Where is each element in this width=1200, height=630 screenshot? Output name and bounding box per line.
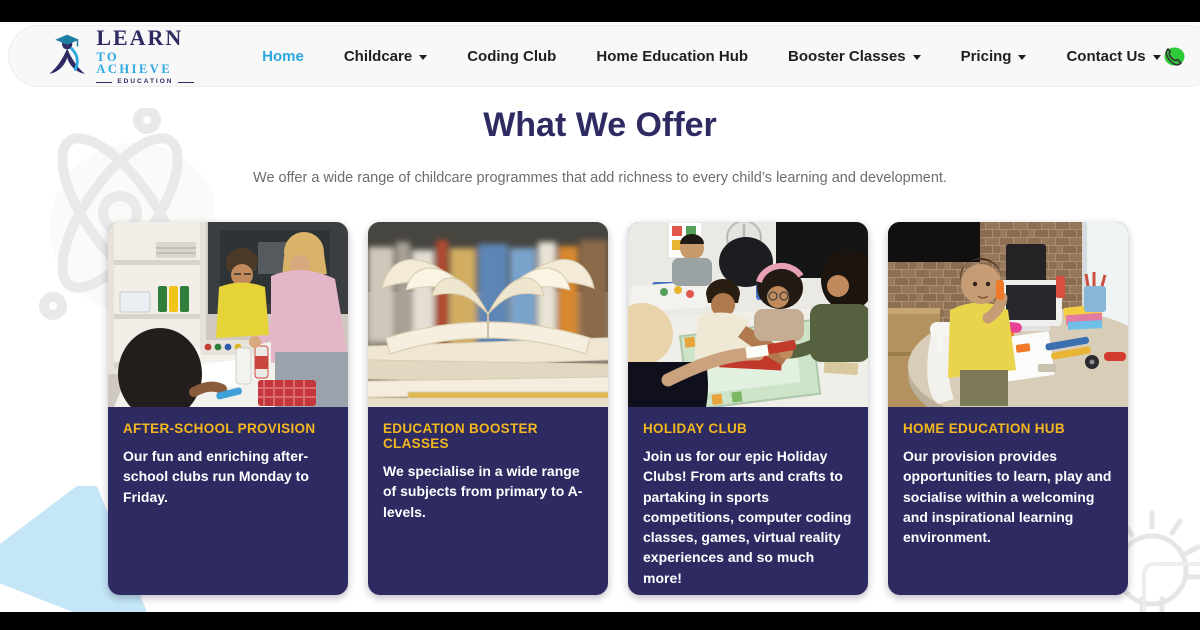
chevron-down-icon — [913, 55, 921, 60]
nav-item-coding-club[interactable] — [467, 48, 556, 65]
chevron-down-icon — [419, 55, 427, 60]
nav-contact-icons — [1161, 43, 1200, 69]
card-body — [108, 407, 348, 507]
logo-graduate-icon — [45, 30, 89, 82]
logo-text — [96, 24, 196, 86]
dash-right — [178, 82, 194, 83]
nav-label-childcare: Childcare — [343, 47, 413, 65]
card-text: We specialise in a wide range of subjects from primary to A-levels. — [383, 463, 583, 520]
logo-education-row — [96, 79, 196, 86]
card-body — [368, 407, 608, 522]
bottom-black-bar — [0, 612, 1200, 630]
nav-label-home-education-hub: Home Education Hub — [596, 47, 749, 65]
brand-logo[interactable] — [45, 24, 196, 86]
top-black-bar — [0, 0, 1200, 22]
card-text: Our provision provides opportunities to learn, play and socialise within a welcoming and inspirational learning environment. — [903, 448, 1112, 546]
card-title: HOLIDAY CLUB — [643, 421, 748, 436]
card-title: HOME EDUCATION HUB — [903, 421, 1065, 436]
card-body — [628, 407, 868, 588]
page-subtitle: We offer a wide range of childcare programmes that add richness to every child’s learning and development. — [253, 170, 947, 186]
dash-left — [96, 82, 112, 83]
logo-line-education: EDUCATION — [117, 77, 174, 85]
card-text: Join us for our epic Holiday Clubs! From arts and crafts to partaking in sports competitions, computer coding classes, games, virtual reality experiences and so much more! — [643, 448, 852, 586]
card-title: AFTER-SCHOOL PROVISION — [123, 421, 316, 436]
nav-item-pricing[interactable] — [961, 48, 1027, 65]
nav-item-childcare[interactable] — [344, 48, 427, 65]
logo-line-learn: LEARN — [96, 24, 184, 50]
card-education-booster-classes — [368, 222, 608, 595]
nav-label-booster-classes: Booster Classes — [788, 47, 906, 65]
logo-line-to-achieve: TO ACHIEVE — [96, 49, 173, 77]
phone-icon[interactable] — [1161, 43, 1187, 69]
open-books-photo — [368, 222, 608, 407]
card-after-school-provision — [108, 222, 348, 595]
card-body — [888, 407, 1128, 547]
nav-label-coding-club: Coding Club — [467, 47, 557, 65]
boy-at-desk-photo — [888, 222, 1128, 407]
main-navigation — [262, 48, 1160, 65]
nav-item-home[interactable] — [262, 48, 304, 65]
page-title: What We Offer — [483, 106, 717, 144]
nav-item-home-education-hub[interactable] — [596, 48, 748, 65]
chevron-down-icon — [1153, 55, 1161, 60]
offer-cards — [108, 222, 1128, 595]
nav-label-contact-us: Contact Us — [1066, 47, 1146, 65]
nav-item-contact-us[interactable] — [1066, 48, 1160, 65]
card-home-education-hub — [888, 222, 1128, 595]
nav-label-home: Home — [262, 47, 304, 65]
card-holiday-club — [628, 222, 868, 595]
card-title: EDUCATION BOOSTER CLASSES — [383, 421, 538, 451]
nav-label-pricing: Pricing — [960, 47, 1012, 65]
card-text: Our fun and enriching after-school clubs run Monday to Friday. — [123, 448, 309, 505]
children-board-game-photo — [628, 222, 868, 407]
children-doing-crafts-photo — [108, 222, 348, 407]
navbar — [8, 25, 1200, 87]
chevron-down-icon — [1018, 55, 1026, 60]
nav-item-booster-classes[interactable] — [788, 48, 921, 65]
